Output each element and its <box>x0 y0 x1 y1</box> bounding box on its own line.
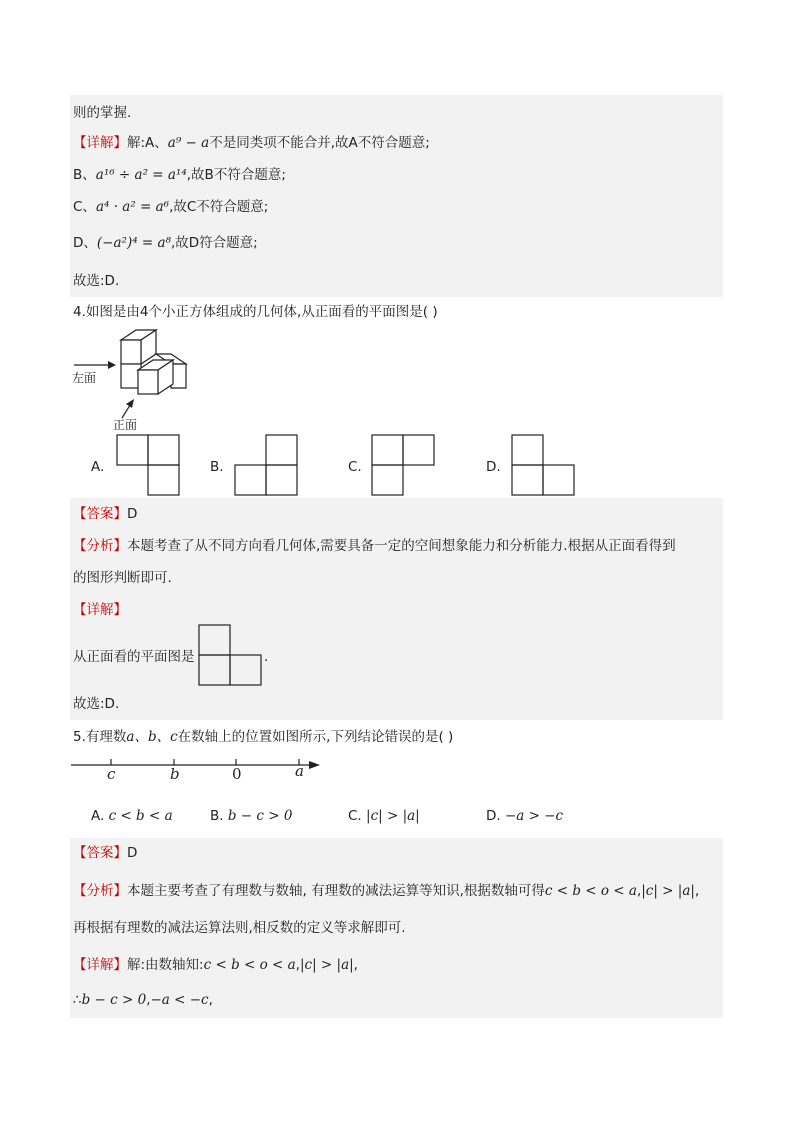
q5-option-a <box>91 806 173 826</box>
math-expr: a⁴ · a² = a⁶ <box>95 199 170 215</box>
q4-detail-end: . <box>264 649 269 665</box>
option-label: C. <box>348 808 362 824</box>
q4-option-d-label: D. <box>486 459 501 475</box>
q4-option-c-label: C. <box>348 459 362 475</box>
q3-solution-block <box>70 95 723 297</box>
math-expr: (−a²)⁴ = a⁸ <box>96 235 171 251</box>
detail-text: ,故D符合题意; <box>170 235 258 251</box>
q5-option-c <box>348 806 420 826</box>
label-front: 正面 <box>113 418 138 432</box>
detail-intro: 解:由数轴知: <box>127 957 204 973</box>
answer-tag: 【答案】 <box>73 845 127 861</box>
q4-detail-tag: 【详解】 <box>73 602 127 618</box>
detail-tag: 【详解】 <box>73 957 127 973</box>
q5-final-line <box>73 990 213 1010</box>
question-vars: a、b、c <box>126 729 178 745</box>
option-expr: −a > −c <box>504 808 564 824</box>
q4-option-c-figure <box>370 433 436 497</box>
q4-option-b-figure <box>233 433 299 497</box>
detail-text: ,故B不符合题意; <box>186 167 286 183</box>
option-prefix: C、 <box>73 199 96 215</box>
math-expr: a⁹ − a <box>167 135 210 151</box>
q4-answer-line <box>73 504 137 524</box>
q4-option-d-figure <box>510 433 577 497</box>
option-prefix: B、 <box>73 167 96 183</box>
separator: , <box>636 883 642 899</box>
q5-question <box>73 727 453 747</box>
q3-d-line <box>73 233 258 253</box>
option-label: B. <box>210 808 224 824</box>
q3-b-line <box>73 165 286 185</box>
answer-tag: 【答案】 <box>73 506 127 522</box>
detail-intro: 解:A、 <box>127 135 168 151</box>
therefore-symbol: ∴ <box>73 992 82 1008</box>
q4-choice: 故选:D. <box>73 696 120 712</box>
detail-text: ,故C不符合题意; <box>169 199 269 215</box>
q3-choice: 故选:D. <box>73 273 120 289</box>
math-expr: b − c > 0 <box>81 992 147 1008</box>
math-expr: −a < −c <box>150 992 209 1008</box>
answer-value: D <box>127 506 138 522</box>
analysis-text: 本题考查了从不同方向看几何体,需要具备一定的空间想象能力和分析能力.根据从正面看得到 <box>127 538 676 554</box>
axis-label-a: a <box>295 762 304 780</box>
analysis-tag: 【分析】 <box>73 883 127 899</box>
q5-analysis-line2: 再根据有理数的减法运算法则,相反数的定义等求解即可. <box>73 920 406 936</box>
q4-solution-block <box>70 498 723 720</box>
q4-analysis-line1 <box>73 536 676 556</box>
option-expr: c < b < a <box>108 808 173 824</box>
q4-question: 4.如图是由4个小正方体组成的几何体,从正面看的平面图是( ) <box>73 304 438 320</box>
q4-detail-text: 从正面看的平面图是 <box>73 649 195 665</box>
q3-detail-line <box>73 133 430 153</box>
label-left: 左面 <box>72 371 97 385</box>
math-expr: |c| > |a| <box>299 957 354 973</box>
option-label: A. <box>91 808 105 824</box>
math-expr: c < b < o < a <box>203 957 296 973</box>
math-expr: |c| > |a| <box>641 883 695 899</box>
q5-option-d <box>486 806 563 826</box>
q3-c-line <box>73 197 268 217</box>
q4-option-a-figure <box>115 433 181 497</box>
question-text: 5.有理数 <box>73 729 127 745</box>
separator: , <box>146 992 151 1008</box>
q5-option-b <box>210 806 292 826</box>
q5-detail-line <box>73 955 358 975</box>
q5-answer-line <box>73 843 137 863</box>
analysis-text: 本题主要考查了有理数与数轴, 有理数的减法运算等知识,根据数轴可得 <box>127 883 545 899</box>
q4-option-b-label: B. <box>210 459 224 475</box>
option-expr: |c| > |a| <box>366 808 420 824</box>
analysis-tag: 【分析】 <box>73 538 127 554</box>
detail-text: 不是同类项不能合并,故A不符合题意; <box>209 135 430 151</box>
option-label: D. <box>486 808 501 824</box>
math-expr: a¹⁶ ÷ a² = a¹⁴ <box>95 167 187 183</box>
separator: , <box>208 992 213 1008</box>
q3-line0: 则的掌握. <box>73 105 132 121</box>
option-expr: b − c > 0 <box>227 808 293 824</box>
detail-tag: 【详解】 <box>73 135 127 151</box>
q5-analysis-line1 <box>73 881 699 901</box>
question-text: 在数轴上的位置如图所示,下列结论错误的是( ) <box>177 729 454 745</box>
answer-value: D <box>127 845 138 861</box>
option-prefix: D、 <box>73 235 97 251</box>
axis-label-0: 0 <box>232 765 242 783</box>
separator: , <box>295 957 300 973</box>
q4-option-a-label: A. <box>91 459 105 475</box>
axis-label-b: b <box>170 765 180 783</box>
math-expr: c < b < o < a <box>544 883 637 899</box>
q4-detail-figure <box>197 623 263 687</box>
separator: , <box>694 883 700 899</box>
separator: , <box>353 957 358 973</box>
q4-analysis-line2: 的图形判断即可. <box>73 570 172 586</box>
axis-label-c: c <box>107 765 116 783</box>
